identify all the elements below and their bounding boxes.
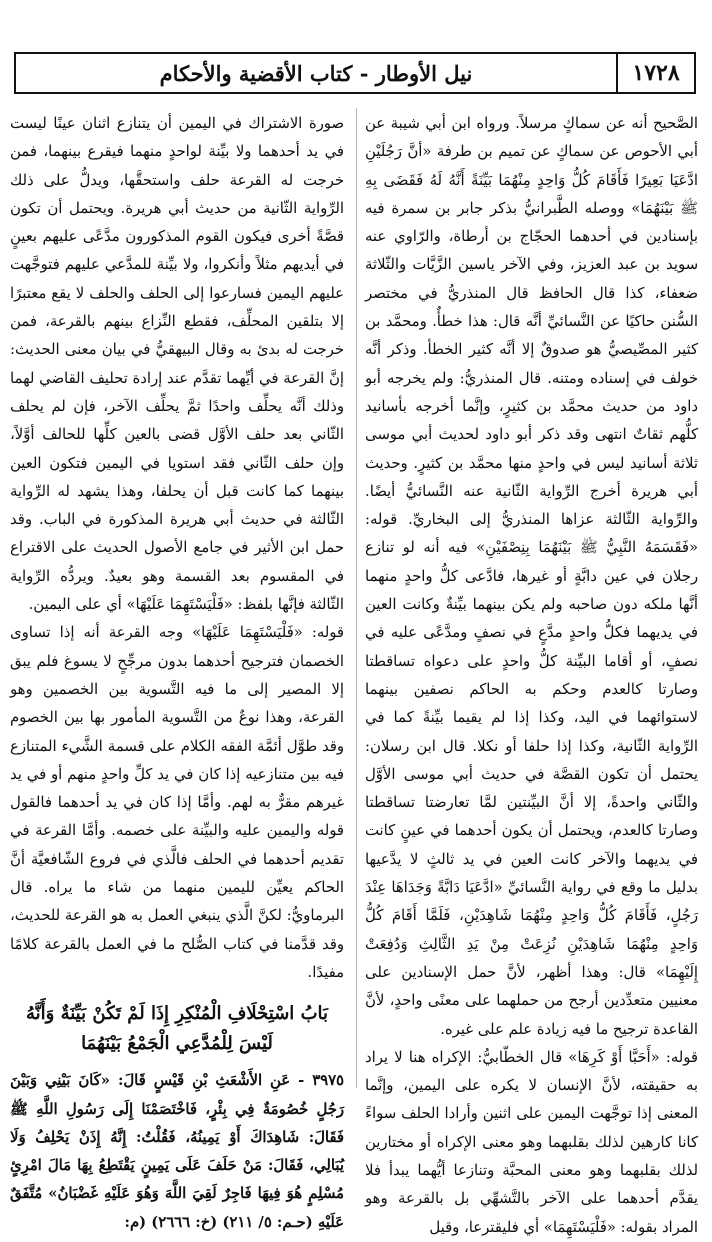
page-header <box>14 52 696 94</box>
right-column <box>365 110 698 1242</box>
column-divider <box>356 108 357 1088</box>
running-title: نيل الأوطار - كتاب الأقضية والأحكام <box>159 60 473 86</box>
paragraph: الصَّحيح أنه عن سماكٍ مرسلاً. ورواه ابن أبي شيبة عن أبي الأحوص عن سماكٍ عن تميم بن طرفة «أنَّ رَجُلَيْنِ ادَّعَيَا بَعِيرًا فَأَقَامَ كُلُّ وَاحِدٍ مِنْهُمَا بَيِّنَةً أَنَّهُ لَهُ فَقَضَى بِهِ ﷺ بَيْنَهُمَا» ووصله الطَّبرانيُّ بذكر جابر بن سمرة فيه بإسنادين في أحدهما الحجّاج بن أرطاة، والرّاوي عنه سويد بن عبد العزيز، وفي الآخر ياسين الزَّيَّات والثّلاثة ضعفاء، كذا قال الحافظ قال المنذريُّ في مختصر السُّنن حاكيًا عن النَّسائيِّ أنَّه قال: هذا خطأٌ. ومحمَّد بن كثير المصِّيصيُّ هو صدوقٌ إلا أنَّه كثير الخطأ. وذكر أنَّه خولف في إسناده ومتنه. قال المنذريُّ: ولم يخرجه أبو داود من حديث محمَّد بن كثيرٍ، وإنَّما أخرجه بأسانيد كلُّهم ثقاتٌ انتهى وقد ذكر أبو داود لحديث أبي موسى ثلاثة أسانيد ليس في واحدٍ منها محمَّد بن كثيرٍ. وحديث أبي هريرة أخرج الرِّواية الثّانية عنه النَّسائيُّ أيضًا. والرِّواية الثّالثة عزاها المنذريُّ إلى البخاريِّ. قوله: «فَقَسَمَهُ النَّبِيُّ ﷺ بَيْنَهُمَا بِنِصْفَيْنِ» فيه أنه لو تنازع رجلان في عين دابَّةٍ أو غيرها، فادَّعى كلُّ واحدٍ منهما أنَّها ملكه دون صاحبه ولم يكن بينهما بيِّنةٌ وكانت العين في يديهما فكلُّ واحدٍ مدَّعٍ في نصفٍ ومدَّعًى عليه في نصفٍ، أو أقاما البيِّنة كلُّ واحدٍ على دعواه تساقطتا وصارتا كالعدم وحكم به الحاكم نصفين بينهما لاستوائهما في اليد، وكذا إذا لم يقيما بيِّنةً كما في الرِّواية الثّانية، وكذا إذا حلفا أو نكلا. قال ابن رسلان: يحتمل أن تكون القصَّة في حديث أبي موسى الأوَّل والثّاني واحدةً، إلا أنَّ البيِّنتين لمَّا تعارضتا تساقطتا وصارتا كالعدم، ويحتمل أن يكون أحدهما في عينٍ كانت في يديهما والآخر كانت العين في يد ثالثٍ لا يدَّعيها بدليل ما وقع في رواية النَّسائيِّ «ادَّعَيَا دَابَّةً وَجَدَاهَا عِنْدَ رَجُلٍ، فَأَقَامَ كُلُّ وَاحِدٍ مِنْهُمَا شَاهِدَيْنِ، فَلَمَّا أَقَامَ كُلُّ وَاحِدٍ مِنْهُمَا شَاهِدَيْنِ نُزِعَتْ مِنْ يَدِ الثَّالِثِ وَدُفِعَتْ إِلَيْهِمَا» قال: وهذا أظهر، لأنَّ حمل الإسنادين على معنيين متعدِّدين أرجح من حملهما على معنًى واحدٍ، لأنَّ القاعدة ترجيح ما فيه زيادة علم على غيره. <box>365 115 698 1038</box>
paragraph: قوله: «أَحَبَّا أَوْ كَرِهَا» قال الخطّابيُّ: الإكراه هنا لا يراد به حقيقته، لأنَّ الإنسان لا يكره على اليمين، وإنَّما المعنى إذا توجَّهت اليمين على اثنين وأرادا الحلف سواءً كانا كارهين لذلك بقلبهما وهو معنى الإكراه أو مختارين لذلك بقلبهما وهو معنى المحبَّة وتنازعا أيُّهما يبدأ فلا يقدَّم أحدهما على الآخر بالتَّشهِّي بل بالقرعة وهو المراد بقوله: «فَلْيَسْتَهِمَا» أي فليقترعا، وقيل <box>365 1048 698 1236</box>
paragraph: صورة الاشتراك في اليمين أن يتنازع اثنان عينًا ليست في يد أحدهما ولا بيِّنة لواحدٍ منهما فيقرع بينهما، فمن خرجت له القرعة حلف واستحقَّها، ويدلُّ على ذلك الرِّواية الثّانية من حديث أبي هريرة. ويحتمل أن تكون قصَّةً أخرى فيكون القوم المذكورون مدَّعًى عليهم بعينٍ في أيديهم مثلاً وأنكروا، ولا بيِّنة للمدَّعي عليهم فتوجَّهت عليهم اليمين فسارعوا إلى الحلف والحلف لا يقع معتبرًا إلا بتلقين المحلِّف، فقطع النِّزاع بينهم بالقرعة، فمن خرجت له بدئ به وقال البيهقيُّ في بيان معنى الحديث: إنَّ القرعة في أيِّهما تقدَّم عند إرادة تحليف القاضي لهما وذلك أنَّه يحلِّف واحدًا ثمَّ يحلِّف الآخر، فإن لم يحلف الثّاني بعد حلف الأوَّل قضى بالعين كلِّها للحالف أوَّلاً، وإن حلف الثّاني فقد استويا في اليمين فتكون العين بينهما كما كانت قبل أن يحلفا، وهذا يشهد له الرِّواية الثّالثة في حديث أبي هريرة المذكورة في الباب. وقد حمل ابن الأثير في جامع الأصول الحديث على الاقتراع في المقسوم بعد القسمة وهو بعيدٌ. ويردُّه الرِّواية الثّالثة فإنَّها بلفظ: «فَلْيَسْتَهِمَا عَلَيْهَا» أي على اليمين. <box>10 115 344 614</box>
chapter-title: بَابُ اسْتِحْلَافِ الْمُنْكِرِ إِذَا لَمْ تَكُنْ بَيِّنَةٌ وَأَنَّهُ لَيْسَ لِلْمُدَّعِي الْجَمْعُ بَيْنَهُمَا <box>25 1003 329 1055</box>
left-column <box>10 110 344 1237</box>
hadith-text: ٣٩٧٥ - عَنِ الأَشْعَثِ بْنِ قَيْسٍ قَالَ: «كَانَ بَيْنِي وَبَيْنَ رَجُلٍ خُصُومَةٌ فِي بِئْرٍ، فَاخْتَصَمْنَا إِلَى رَسُولِ اللَّهِ ﷺ فَقَالَ: شَاهِدَاكَ أَوْ يَمِينُهُ، فَقُلْتُ: إِنَّهُ إِذَنْ يَحْلِفُ وَلَا يُبَالِي، فَقَالَ: مَنْ حَلَفَ عَلَى يَمِينٍ يَقْتَطِعُ بِهَا مَالَ امْرِئٍ مُسْلِمٍ هُوَ فِيهَا فَاجِرٌ لَقِيَ اللَّهَ وَهُوَ عَلَيْهِ غَضْبَانُ» مُتَّفَقٌ عَلَيْهِ (حـم: ٥/ ٢١١) (خ: ٢٦٦٦) (م: <box>10 1072 344 1231</box>
paragraph: قوله: «فَلْيَسْتَهِمَا عَلَيْهَا» وجه القرعة أنه إذا تساوى الخصمان فترجيح أحدهما بدون مرجِّحٍ لا يسوغ فلم يبق إلا المصير إلى ما فيه التَّسوية بين الخصمين وهو القرعة، وهذا نوعٌ من التَّسوية المأمور بها بين الخصوم وقد طوَّل أئمَّة الفقه الكلام على قسمة الشَّيء المتنازع فيه بين متنازعيه إذا كان في يد كلِّ واحدٍ منهم أو في يد غيرهم مقرٌّ به لهم. وأمَّا إذا كان في يد أحدهما فالقول قوله واليمين عليه والبيِّنة على خصمه. وأمَّا القرعة في تقديم أحدهما في الحلف فالَّذي في فروع الشّافعيَّة أنَّ الحاكم يعيِّن لليمين منهما من شاء ما يراه. قال البرماويُّ: لكنَّ الَّذي ينبغي العمل به هو القرعة للحديث، وقد قدَّمنا في كتاب الصُّلح ما في العمل بالقرعة كلامًا مفيدًا. <box>10 624 344 981</box>
page-number: ١٧٢٨ <box>616 54 694 92</box>
